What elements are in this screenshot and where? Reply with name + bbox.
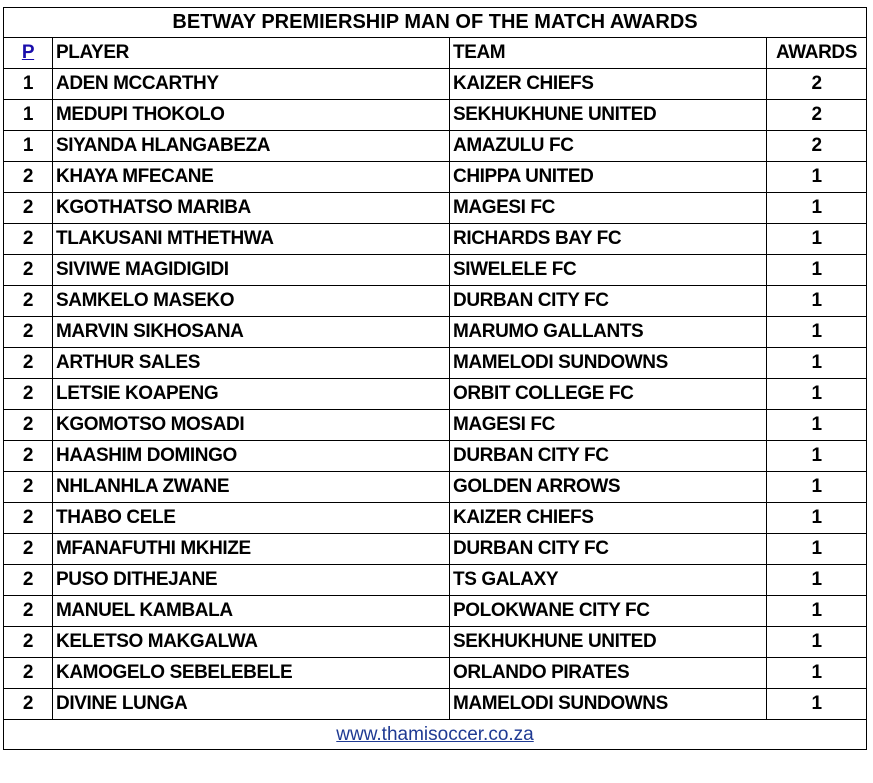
position-cell: 1 (4, 69, 53, 100)
awards-cell: 1 (767, 472, 867, 503)
column-header-player: PLAYER (53, 38, 450, 69)
position-cell: 2 (4, 317, 53, 348)
header-row (4, 38, 867, 69)
position-cell: 1 (4, 100, 53, 131)
team-cell: CHIPPA UNITED (450, 162, 767, 193)
awards-cell: 1 (767, 162, 867, 193)
table-row (4, 131, 867, 162)
table-row (4, 596, 867, 627)
player-cell: MARVIN SIKHOSANA (53, 317, 450, 348)
team-cell: MARUMO GALLANTS (450, 317, 767, 348)
team-cell: MAGESI FC (450, 193, 767, 224)
team-cell: MAGESI FC (450, 410, 767, 441)
player-cell: MFANAFUTHI MKHIZE (53, 534, 450, 565)
table-row (4, 627, 867, 658)
table-row (4, 565, 867, 596)
awards-cell: 2 (767, 100, 867, 131)
team-cell: SIWELELE FC (450, 255, 767, 286)
player-cell: HAASHIM DOMINGO (53, 441, 450, 472)
player-cell: KHAYA MFECANE (53, 162, 450, 193)
awards-cell: 1 (767, 317, 867, 348)
table-title: BETWAY PREMIERSHIP MAN OF THE MATCH AWARDS (4, 8, 867, 38)
team-cell: MAMELODI SUNDOWNS (450, 689, 767, 720)
table-row (4, 255, 867, 286)
player-cell: SIYANDA HLANGABEZA (53, 131, 450, 162)
player-cell: MEDUPI THOKOLO (53, 100, 450, 131)
table-row (4, 534, 867, 565)
awards-cell: 1 (767, 658, 867, 689)
team-cell: ORBIT COLLEGE FC (450, 379, 767, 410)
position-cell: 2 (4, 689, 53, 720)
team-cell: AMAZULU FC (450, 131, 767, 162)
team-cell: DURBAN CITY FC (450, 286, 767, 317)
team-cell: KAIZER CHIEFS (450, 503, 767, 534)
team-cell: DURBAN CITY FC (450, 441, 767, 472)
awards-cell: 1 (767, 224, 867, 255)
player-cell: ARTHUR SALES (53, 348, 450, 379)
team-cell: TS GALAXY (450, 565, 767, 596)
awards-cell: 1 (767, 503, 867, 534)
player-cell: SAMKELO MASEKO (53, 286, 450, 317)
table-row (4, 193, 867, 224)
table-row (4, 658, 867, 689)
player-cell: KGOTHATSO MARIBA (53, 193, 450, 224)
team-cell: SEKHUKHUNE UNITED (450, 627, 767, 658)
team-cell: RICHARDS BAY FC (450, 224, 767, 255)
table-row (4, 379, 867, 410)
awards-cell: 1 (767, 565, 867, 596)
player-cell: KGOMOTSO MOSADI (53, 410, 450, 441)
column-header-position[interactable] (4, 38, 53, 69)
awards-cell: 1 (767, 596, 867, 627)
awards-cell: 2 (767, 131, 867, 162)
awards-cell: 1 (767, 348, 867, 379)
position-cell: 2 (4, 193, 53, 224)
footer-cell (4, 720, 867, 750)
table-row (4, 100, 867, 131)
team-cell: DURBAN CITY FC (450, 534, 767, 565)
table-row (4, 69, 867, 100)
footer-row (4, 720, 867, 750)
position-cell: 2 (4, 503, 53, 534)
table-row (4, 317, 867, 348)
player-cell: NHLANHLA ZWANE (53, 472, 450, 503)
position-cell: 2 (4, 596, 53, 627)
team-cell: POLOKWANE CITY FC (450, 596, 767, 627)
team-cell: SEKHUKHUNE UNITED (450, 100, 767, 131)
position-cell: 1 (4, 131, 53, 162)
team-cell: KAIZER CHIEFS (450, 69, 767, 100)
position-cell: 2 (4, 472, 53, 503)
awards-cell: 1 (767, 286, 867, 317)
table-row (4, 410, 867, 441)
table-row (4, 441, 867, 472)
awards-cell: 1 (767, 627, 867, 658)
position-cell: 2 (4, 534, 53, 565)
player-cell: DIVINE LUNGA (53, 689, 450, 720)
table-body (4, 69, 867, 720)
position-cell: 2 (4, 224, 53, 255)
position-cell: 2 (4, 162, 53, 193)
player-cell: KELETSO MAKGALWA (53, 627, 450, 658)
position-cell: 2 (4, 658, 53, 689)
column-header-team: TEAM (450, 38, 767, 69)
table-row (4, 689, 867, 720)
position-cell: 2 (4, 565, 53, 596)
team-cell: GOLDEN ARROWS (450, 472, 767, 503)
team-cell: MAMELODI SUNDOWNS (450, 348, 767, 379)
player-cell: ADEN MCCARTHY (53, 69, 450, 100)
team-cell: ORLANDO PIRATES (450, 658, 767, 689)
position-sort-link[interactable]: P (21, 42, 35, 63)
position-cell: 2 (4, 348, 53, 379)
awards-cell: 1 (767, 379, 867, 410)
position-cell: 2 (4, 410, 53, 441)
player-cell: LETSIE KOAPENG (53, 379, 450, 410)
position-cell: 2 (4, 255, 53, 286)
player-cell: PUSO DITHEJANE (53, 565, 450, 596)
awards-cell: 1 (767, 534, 867, 565)
awards-cell: 1 (767, 441, 867, 472)
player-cell: MANUEL KAMBALA (53, 596, 450, 627)
position-cell: 2 (4, 286, 53, 317)
position-cell: 2 (4, 627, 53, 658)
awards-cell: 1 (767, 689, 867, 720)
title-row (4, 8, 867, 38)
table-row (4, 162, 867, 193)
table-row (4, 286, 867, 317)
position-cell: 2 (4, 441, 53, 472)
website-link[interactable]: www.thamisoccer.co.za (336, 723, 534, 745)
table-row (4, 503, 867, 534)
player-cell: THABO CELE (53, 503, 450, 534)
player-cell: KAMOGELO SEBELEBELE (53, 658, 450, 689)
table-row (4, 224, 867, 255)
table-row (4, 472, 867, 503)
awards-cell: 1 (767, 410, 867, 441)
awards-table (3, 7, 867, 750)
column-header-awards: AWARDS (767, 38, 867, 69)
awards-cell: 2 (767, 69, 867, 100)
table-row (4, 348, 867, 379)
awards-cell: 1 (767, 193, 867, 224)
position-cell: 2 (4, 379, 53, 410)
player-cell: TLAKUSANI MTHETHWA (53, 224, 450, 255)
player-cell: SIVIWE MAGIDIGIDI (53, 255, 450, 286)
awards-cell: 1 (767, 255, 867, 286)
